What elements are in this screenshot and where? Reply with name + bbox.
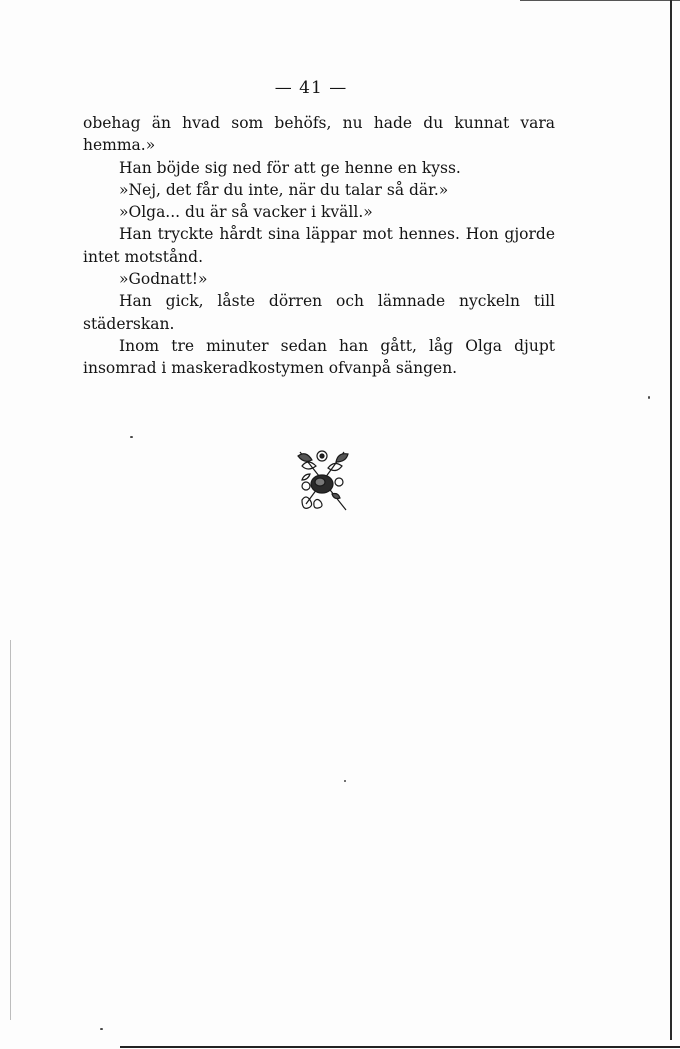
paragraph-4: »Olga... du är så vacker i kväll.» xyxy=(119,203,373,222)
scan-edge-left xyxy=(10,640,11,1020)
paragraph-3: »Nej, det får du inte, när du talar så där.» xyxy=(119,180,449,199)
scan-edge-right xyxy=(670,0,672,1040)
floral-vignette-icon xyxy=(292,446,354,514)
scan-edge-bottom xyxy=(120,1046,680,1048)
paragraph-2: Han böjde sig ned för att ge henne en kyss. xyxy=(119,158,461,177)
scan-speck xyxy=(344,780,346,782)
page-number: — 41 — xyxy=(274,78,348,98)
paragraph-1: obehag än hvad som behöfs, nu hade du kunnat vara hemma.» xyxy=(83,114,555,155)
body-text xyxy=(83,112,555,380)
scan-edge-top xyxy=(520,0,680,1)
scan-speck xyxy=(648,396,650,399)
paragraph-5: Han tryckte hårdt sina läppar mot hennes. Hon gjorde intet motstånd. xyxy=(83,225,555,266)
paragraph-7: Han gick, låste dörren och lämnade nyckeln till städerskan. xyxy=(83,292,555,333)
paragraph-8: Inom tre minuter sedan han gått, låg Olga djupt insomrad i maskeradkostymen ofvanpå sängen. xyxy=(83,336,555,378)
scan-speck xyxy=(130,436,133,438)
scan-speck xyxy=(100,1028,103,1030)
paragraph-6: »Godnatt!» xyxy=(119,270,208,289)
